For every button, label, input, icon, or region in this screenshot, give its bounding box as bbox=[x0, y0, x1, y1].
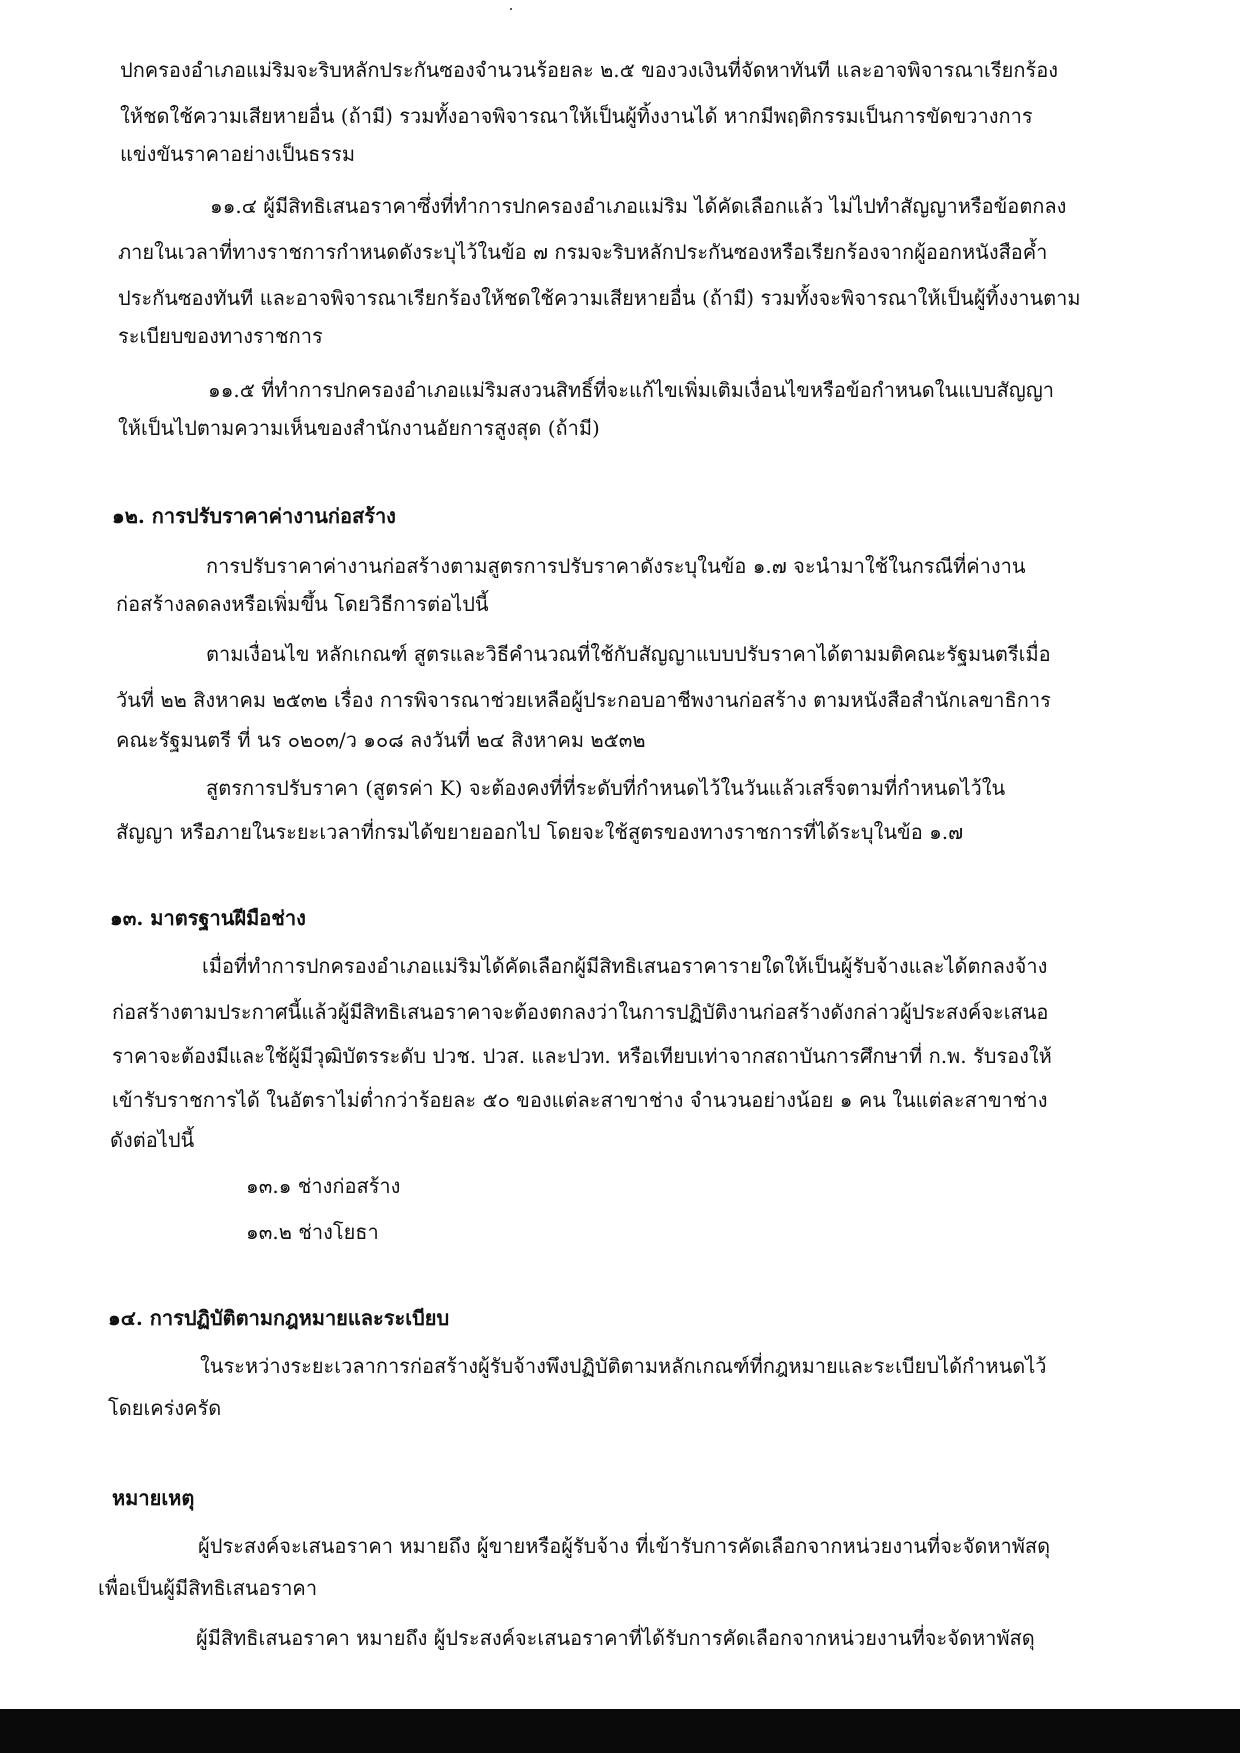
text-line: ประกันซองทันที และอาจพิจารณาเรียกร้องให้ชดใช้ความเสียหายอื่น (ถ้ามี) รวมทั้งจะพิจารณาให้เป็นผู้ทิ้งงานตาม bbox=[118, 286, 1081, 310]
text-line: สัญญา หรือภายในระยะเวลาที่กรมได้ขยายออกไป โดยจะใช้สูตรของทางราชการที่ได้ระบุในข้อ ๑.๗ bbox=[116, 820, 964, 844]
text-line: เมื่อที่ทำการปกครองอำเภอแม่ริมได้คัดเลือกผู้มีสิทธิเสนอราคารายใดให้เป็นผู้รับจ้างและได้ตกลงจ้าง bbox=[202, 954, 1048, 978]
section-heading: ๑๓. มาตรฐานฝีมือช่าง bbox=[110, 906, 306, 930]
text-line: ในระหว่างระยะเวลาการก่อสร้างผู้รับจ้างพึงปฏิบัติตามหลักเกณฑ์ที่กฎหมายและระเบียบได้กำหนดไว้ bbox=[200, 1354, 1047, 1378]
section-heading: ๑๒. การปรับราคาค่างานก่อสร้าง bbox=[112, 504, 396, 528]
text-line: วันที่ ๒๒ สิงหาคม ๒๕๓๒ เรื่อง การพิจารณาช่วยเหลือผู้ประกอบอาชีพงานก่อสร้าง ตามหนังสือสำนักเลขาธิการ bbox=[116, 688, 1051, 712]
scan-border bbox=[0, 1709, 1240, 1753]
text-line: ปกครองอำเภอแม่ริมจะริบหลักประกันซองจำนวนร้อยละ ๒.๕ ของวงเงินที่จัดหาทันที และอาจพิจารณาเรียกร้อง bbox=[120, 58, 1058, 82]
list-item: ๑๓.๑ ช่างก่อสร้าง bbox=[246, 1174, 401, 1198]
note-heading: หมายเหตุ bbox=[112, 1486, 195, 1510]
text-line: คณะรัฐมนตรี ที่ นร ๐๒๐๓/ว ๑๐๘ ลงวันที่ ๒๔ สิงหาคม ๒๕๓๒ bbox=[116, 728, 646, 752]
text-line: ก่อสร้างลดลงหรือเพิ่มขึ้น โดยวิธีการต่อไปนี้ bbox=[116, 592, 489, 616]
text-line: ก่อสร้างตามประกาศนี้แล้วผู้มีสิทธิเสนอราคาจะต้องตกลงว่าในการปฏิบัติงานก่อสร้างดังกล่าวผู้ประสงค์จะเสนอ bbox=[112, 1000, 1049, 1024]
text-line: ผู้มีสิทธิเสนอราคา หมายถึง ผู้ประสงค์จะเสนอราคาที่ได้รับการคัดเลือกจากหน่วยงานที่จะจัดหาพัสดุ bbox=[196, 1626, 1035, 1650]
text-line: ราคาจะต้องมีและใช้ผู้มีวุฒิบัตรระดับ ปวช. ปวส. และปวท. หรือเทียบเท่าจากสถาบันการศึกษาที่ ก.พ. รับรองให้ bbox=[112, 1044, 1052, 1068]
text-line: ให้เป็นไปตามความเห็นของสำนักงานอัยการสูงสุด (ถ้ามี) bbox=[118, 416, 600, 440]
section-heading: ๑๔. การปฏิบัติตามกฎหมายและระเบียบ bbox=[108, 1306, 450, 1330]
text-line: ตามเงื่อนไข หลักเกณฑ์ สูตรและวิธีคำนวณที่ใช้กับสัญญาแบบปรับราคาได้ตามมติคณะรัฐมนตรีเมื่อ bbox=[206, 642, 1051, 666]
text-line: ผู้ประสงค์จะเสนอราคา หมายถึง ผู้ขายหรือผู้รับจ้าง ที่เข้ารับการคัดเลือกจากหน่วยงานที่จะจัดหาพัสดุ bbox=[198, 1534, 1051, 1558]
list-item: ๑๓.๒ ช่างโยธา bbox=[246, 1220, 379, 1244]
text-line: ๑๑.๕ ที่ทำการปกครองอำเภอแม่ริมสงวนสิทธิ์ที่จะแก้ไขเพิ่มเติมเงื่อนไขหรือข้อกำหนดในแบบสัญญา bbox=[208, 378, 1055, 402]
text-line: ดังต่อไปนี้ bbox=[110, 1128, 195, 1152]
text-line: เข้ารับราชการได้ ในอัตราไม่ต่ำกว่าร้อยละ ๕๐ ของแต่ละสาขาช่าง จำนวนอย่างน้อย ๑ คน ในแต่ละสาขาช่าง bbox=[112, 1088, 1048, 1112]
text-line: แข่งขันราคาอย่างเป็นธรรม bbox=[120, 142, 356, 166]
scan-speck bbox=[510, 8, 512, 10]
text-line: ๑๑.๔ ผู้มีสิทธิเสนอราคาซึ่งที่ทำการปกครองอำเภอแม่ริม ได้คัดเลือกแล้ว ไม่ไปทำสัญญาหรือข้อตกลง bbox=[210, 194, 1067, 218]
text-line: โดยเคร่งครัด bbox=[108, 1396, 222, 1420]
text-line: สูตรการปรับราคา (สูตรค่า K) จะต้องคงที่ที่ระดับที่กำหนดไว้ในวันแล้วเสร็จตามที่กำหนดไว้ใน bbox=[206, 776, 1006, 800]
text-line: การปรับราคาค่างานก่อสร้างตามสูตรการปรับราคาดังระบุในข้อ ๑.๗ จะนำมาใช้ในกรณีที่ค่างาน bbox=[206, 554, 1026, 578]
text-line: เพื่อเป็นผู้มีสิทธิเสนอราคา bbox=[98, 1576, 318, 1600]
text-line: ให้ชดใช้ความเสียหายอื่น (ถ้ามี) รวมทั้งอาจพิจารณาให้เป็นผู้ทิ้งงานได้ หากมีพฤติกรรมเป็นการขัดขวางการ bbox=[120, 104, 1033, 128]
text-line: ภายในเวลาที่ทางราชการกำหนดดังระบุไว้ในข้อ ๗ กรมจะริบหลักประกันซองหรือเรียกร้องจากผู้ออกหนังสือค้ำ bbox=[118, 240, 1048, 264]
text-line: ระเบียบของทางราชการ bbox=[118, 324, 323, 348]
